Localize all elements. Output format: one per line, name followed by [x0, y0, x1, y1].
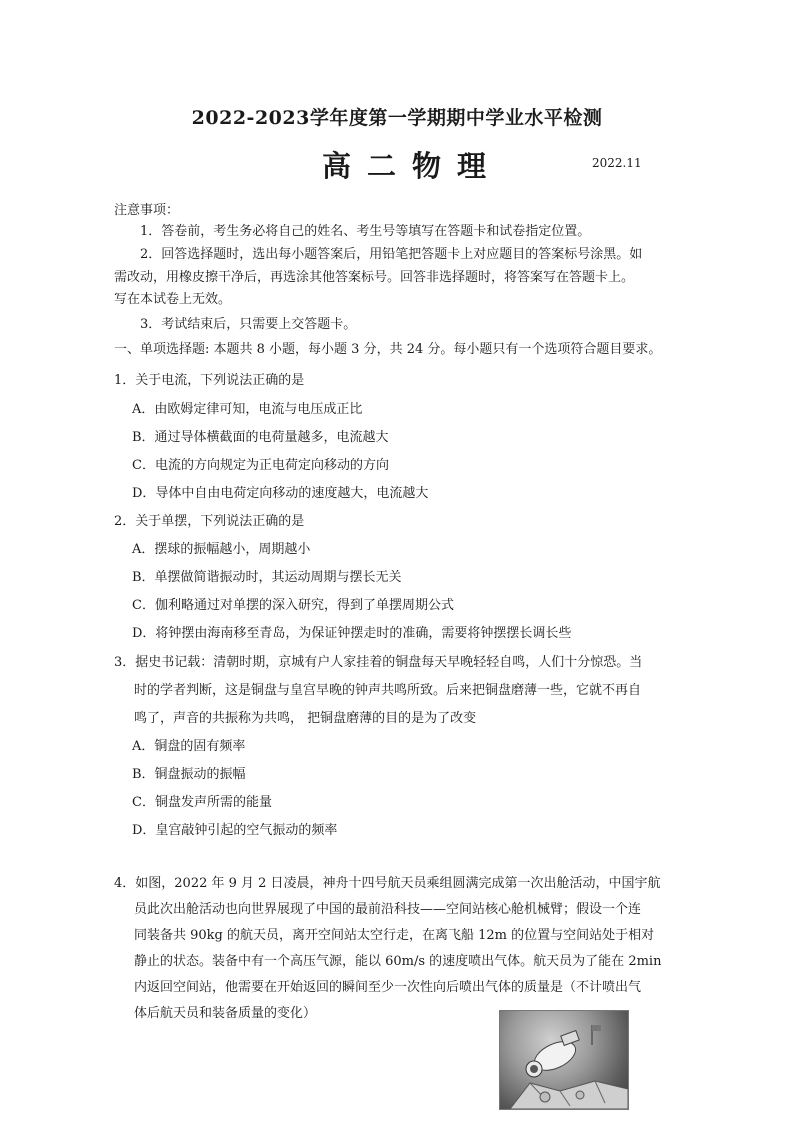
- exam-title: 2022-2023学年度第一学期期中学业水平检测: [191, 107, 603, 129]
- q4-stem-line-5: 内返回空间站，他需要在开始返回的瞬间至少一次性向后喷出气体的质量是（不计喷出气: [134, 980, 642, 995]
- q3-stem-line-1: 3．据史书记载：清朝时期，京城有户人家挂着的铜盘每天早晚轻轻自鸣，人们十分惊恐。当: [114, 655, 643, 670]
- q1-option-b: B．通过导体横截面的电荷量越多，电流越大: [132, 430, 389, 445]
- q4-stem-line-3: 同装备共 90kg 的航天员，离开空间站太空行走，在离飞船 12m 的位置与空间站处于相对: [134, 928, 655, 943]
- q1-option-c: C．电流的方向规定为正电荷定向移动的方向: [132, 458, 389, 473]
- q3-stem-line-2: 时的学者判断，这是铜盘与皇宫早晚的钟声共鸣所致。后来把铜盘磨薄一些，它就不再自: [134, 683, 642, 698]
- q4-stem-line-2: 员此次出舱活动也向世界展现了中国的最前沿科技——空间站核心舱机械臂；假设一个连: [134, 902, 642, 917]
- notice-item-2-line-1: 2．回答选择题时，选出每小题答案后，用铅笔把答题卡上对应题目的答案标号涂黑。如: [140, 247, 643, 262]
- notice-item-3: 3．考试结束后，只需要上交答题卡。: [140, 317, 357, 332]
- q1-option-a: A．由欧姆定律可知，电流与电压成正比: [132, 402, 363, 417]
- q2-option-d: D．将钟摆由海南移至青岛，为保证钟摆走时的准确，需要将钟摆摆长调长些: [132, 626, 572, 641]
- notice-heading: 注意事项：: [114, 203, 180, 218]
- q2-option-c: C．伽利略通过对单摆的深入研究，得到了单摆周期公式: [132, 598, 454, 613]
- astronaut-spacewalk-photo: [499, 1010, 629, 1110]
- section-1-heading: 一、单项选择题: 本题共 8 小题，每小题 3 分，共 24 分。每小题只有一个选项符合题目要求。: [114, 342, 662, 357]
- q3-option-d: D．皇宫敲钟引起的空气振动的频率: [132, 823, 338, 838]
- notice-item-1: 1．答卷前，考生务必将自己的姓名、考生号等填写在答题卡和试卷指定位置。: [140, 224, 591, 239]
- q2-option-a: A．摆球的振幅越小，周期越小: [132, 542, 311, 557]
- q3-option-c: C．铜盘发声所需的能量: [132, 795, 272, 810]
- q3-stem-line-3: 鸣了，声音的共振称为共鸣， 把铜盘磨薄的目的是为了改变: [134, 711, 477, 726]
- notice-item-2-line-2: 需改动，用橡皮擦干净后，再选涂其他答案标号。回答非选择题时，将答案写在答题卡上。: [114, 270, 635, 285]
- q1-option-d: D．导体中自由电荷定向移动的速度越大，电流越大: [132, 486, 429, 501]
- astronaut-illustration: [500, 1011, 628, 1109]
- q3-option-b: B．铜盘振动的振幅: [132, 767, 246, 782]
- subject-title: 高二物理: [322, 149, 503, 183]
- q4-stem-line-4: 静止的状态。装备中有一个高压气源，能以 60m/s 的速度喷出气体。航天员为了能在 2min: [134, 954, 662, 969]
- exam-date: 2022.11: [592, 156, 642, 170]
- q3-option-a: A．铜盘的固有频率: [132, 739, 246, 754]
- q4-stem-line-1: 4．如图，2022 年 9 月 2 日凌晨，神舟十四号航天员乘组圆满完成第一次出舱活动，中国宇航: [114, 876, 661, 891]
- q1-stem: 1．关于电流，下列说法正确的是: [114, 373, 305, 388]
- q2-stem: 2．关于单摆，下列说法正确的是: [114, 514, 305, 529]
- notice-item-2-line-3: 写在本试卷上无效。: [114, 292, 232, 307]
- q2-option-b: B．单摆做简谐振动时，其运动周期与摆长无关: [132, 570, 402, 585]
- q4-stem-line-6: 体后航天员和装备质量的变化）: [134, 1006, 317, 1021]
